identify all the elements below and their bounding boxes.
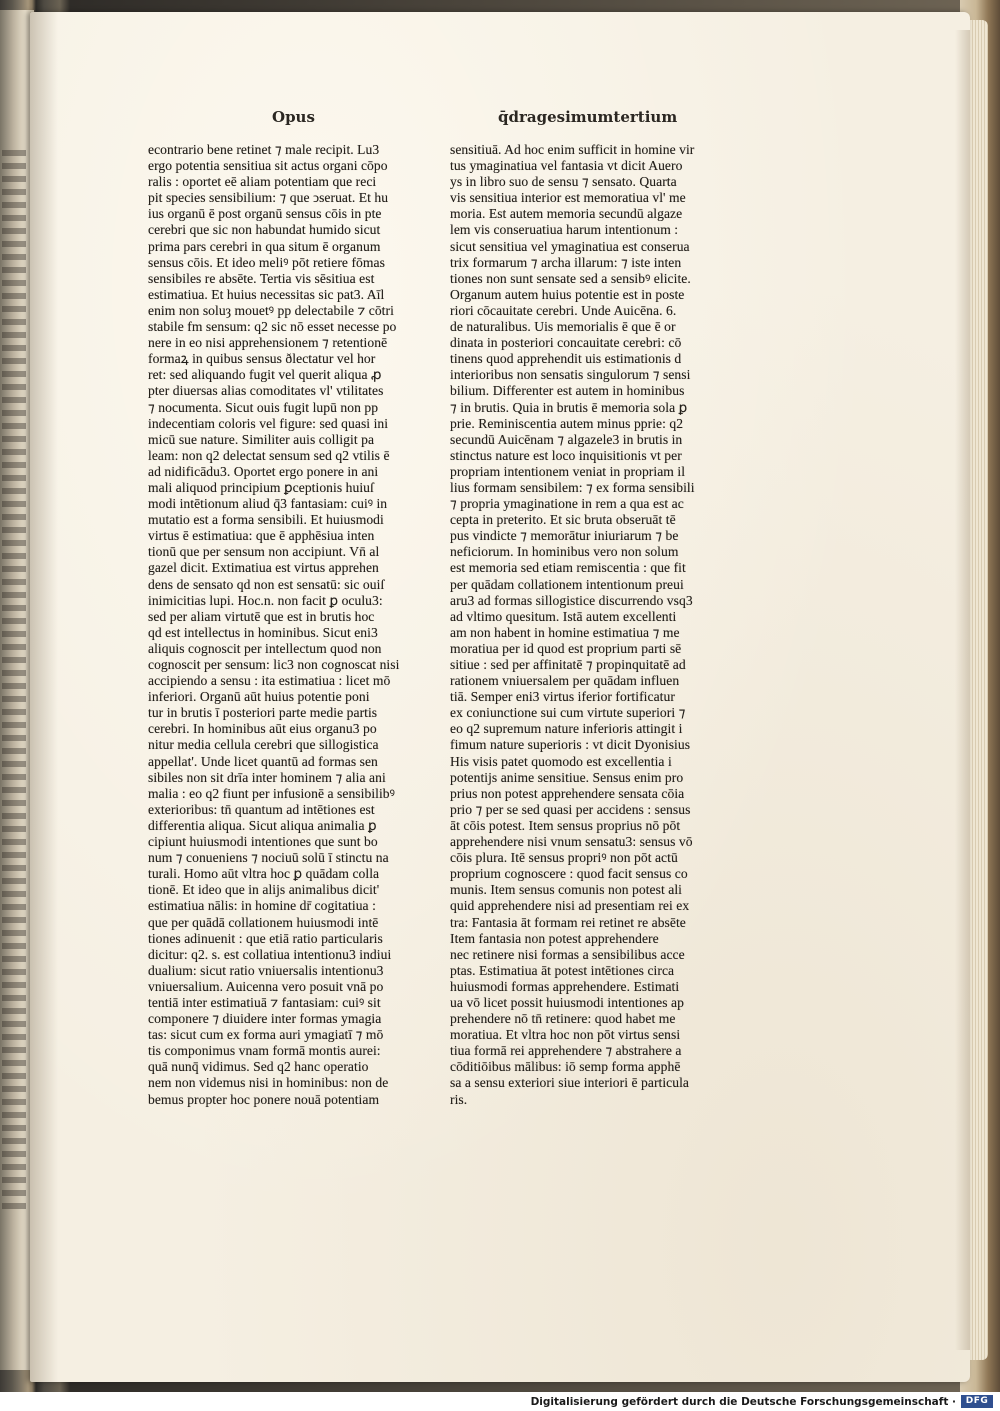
text-line: lem vis conseruatiua harum intentionum : [450, 222, 679, 238]
text-line: turali. Homo aūt vltra hoc ꝑ quādam colla [148, 866, 380, 882]
text-line: tionē. Et ideo que in alijs animalibus dicit' [148, 882, 380, 898]
text-line: ergo potentia sensitiua sit actus organi cōpo [148, 158, 388, 174]
text-line: ad vltimo quesitum. Istā autem excellenti [450, 608, 677, 624]
text-line: ⁊ in brutis. Quia in brutis ē memoria sola ꝑ [450, 399, 688, 415]
text-line: vniuersalium. Auicenna vero posuit vnā po [148, 978, 384, 994]
text-column-right [450, 142, 730, 1108]
text-line: prio ⁊ per se sed quasi per accidens : sensus [450, 801, 691, 817]
text-line: sensibiles re absēte. Tertia vis sēsitiua est [148, 270, 375, 286]
text-line: tra: Fantasia āt formam rei retinet re absēte [450, 914, 686, 930]
text-line: riori cōcauitate cerebri. Unde Auicēna. 6. [450, 302, 677, 318]
dfg-logo: DFG [961, 1395, 993, 1408]
text-line: cipiunt huiusmodi intentiones que sunt bo [148, 834, 378, 850]
text-line: Item fantasia non potest apprehendere [450, 930, 659, 946]
text-line: potentijs anime sensitiue. Sensus enim pro [450, 769, 684, 785]
text-line: fimum nature superioris : vt dicit Dyonisius [450, 737, 691, 753]
text-line: tiones adinuenit : que etiā ratio particularis [148, 930, 383, 946]
text-line: tus ymaginatiua vel fantasia vt dicit Auero [450, 158, 683, 174]
text-line: tis componimus vnam formā montis aurei: [148, 1043, 381, 1059]
text-line: cōis plura. Itē sensus propriꝰ non pōt actū [450, 850, 678, 866]
text-line: ⁊ propria ymaginatione in rem a qua est ac [450, 496, 684, 512]
text-line: moria. Est autem memoria secundū algaze [450, 206, 683, 222]
text-line: prehendere nō tn̄ retinere: quod habet me [450, 1011, 676, 1027]
text-line: modi intētionum aliud q̄3 fantasiam: cuiꝰ in [148, 496, 388, 512]
text-line: ralis : oportet eē aliam potentiam que reci [148, 174, 377, 190]
text-line: trix formarum ⁊ archa illarum: ⁊ iste inten [450, 254, 682, 270]
text-line: sibiles non sit drīa inter hominem ⁊ alia ani [148, 769, 386, 785]
text-line: pit species sensibilium: ⁊ que ↄseruat. Et hu [148, 190, 389, 206]
text-line: moratiua. Et vltra hoc non pōt virtus sensi [450, 1027, 681, 1043]
text-line: interioribus non sensatis singulorum ⁊ sensi [450, 367, 691, 383]
text-line: nere in eo nisi apprehensionem ⁊ retentionē [148, 335, 388, 351]
text-line: nitur media cellula cerebri que sillogistica [148, 737, 379, 753]
text-line: de naturalibus. Uis memorialis ē que ē or [450, 319, 676, 335]
text-line: vis sensitiua interior est memoratiua vl' me [450, 190, 686, 206]
text-line: tentiā inter estimatiuā ⁊ fantasiam: cuiꝰ sit [148, 994, 381, 1010]
text-line: pter diuersas alias comoditates vl' vtilitates [148, 383, 384, 399]
text-line: His visis patet quomodo est excellentia i [450, 753, 672, 769]
text-line: dinata in posteriori concauitate cerebri: cō [450, 335, 682, 351]
text-line: econtrario bene retinet ⁊ male recipit. Lu3 [148, 142, 380, 157]
text-line: eo q2 supremum nature inferioris attingit i [450, 721, 683, 737]
text-line: ptas. Estimatiua āt potest intētiones circa [450, 962, 675, 978]
gutter-shadow [30, 12, 58, 1382]
text-line: tas: sicut cum ex forma auri ymagiatī ⁊ mō [148, 1027, 384, 1043]
text-line: inferiori. Organū aūt huius potentie poni [148, 689, 370, 705]
text-line: ris. [450, 1091, 468, 1107]
text-line: moratiua per id quod est proprium parti sē [450, 640, 682, 656]
text-line: mutatio est a forma sensibili. Et huiusmodi [148, 512, 384, 528]
text-line: ys in libro suo de sensu ⁊ sensato. Quarta [450, 174, 677, 190]
text-line: exterioribus: tn̄ quantum ad intētiones est [148, 801, 375, 817]
text-line: nec retinere nisi formas a sensibilibus acce [450, 946, 685, 962]
text-line: sitiue : sed per affinitatē ⁊ propinquitatē ad [450, 657, 686, 672]
text-line: estimatiua nālis: in homine dr̄ cogitatiua : [148, 898, 376, 914]
text-line: sensus cōis. Et ideo meliꝰ pōt retiere fōmas [148, 254, 385, 270]
text-line: secundū Auicēnam ⁊ algazele3 in brutis in [450, 431, 683, 447]
text-line: aliquis cognoscit per intellectum quod non [148, 640, 382, 656]
text-line: tiā. Semper eni3 virtus iferior fortificatur [450, 689, 675, 705]
text-line: ius organū ē post organū sensus cōis in pte [148, 206, 382, 222]
text-line: rationem vniuersalem per quādam influen [450, 673, 680, 689]
running-head-right: q̄dragesimumtertium [498, 108, 678, 126]
text-line: sicut sensitiua vel ymaginatiua est conserua [450, 238, 690, 254]
text-line: virtus ē estimatiua: que ē apphēsiua inten [148, 528, 375, 544]
text-line: cepta in preterito. Et sic bruta obseruāt tē [450, 512, 676, 528]
text-line: cognoscit per sensum: lic3 non cognoscat nisi [148, 657, 400, 672]
text-line: Organum autem huius potentie est in poste [450, 286, 685, 302]
text-line: apprehendere nisi vnum sensatu3: sensus vō [450, 834, 693, 850]
text-line: sa a sensu exteriori siue interiori ē particula [450, 1075, 690, 1091]
text-line: micū sue nature. Similiter auis colligit pa [148, 431, 375, 447]
previous-page-edge [0, 10, 34, 1370]
text-line: stabile fm sensum: q2 sic nō esset necesse po [148, 319, 397, 335]
text-line: ret: sed aliquando fugit vel querit aliqua ꝓ [148, 367, 382, 383]
text-line: componere ⁊ diuidere inter formas ymagia [148, 1011, 382, 1027]
text-line: num ⁊ conueniens ⁊ nociuū solū ī stinctu na [148, 850, 389, 866]
text-line: cerebri. In hominibus aūt eius organu3 po [148, 721, 377, 737]
text-line: neficiorum. In hominibus vero non solum [450, 544, 679, 560]
text-line: tinens quod apprehendit uis estimationis d [450, 351, 682, 367]
text-line: mali aliquod principium ꝑceptionis huiuſ [148, 479, 374, 495]
text-line: que per quādā collationem huiusmodi intē [148, 914, 379, 930]
text-line: munis. Item sensus comunis non potest ali [450, 882, 682, 898]
text-line: inimicitias lupi. Hoc.n. non facit ꝑ oculu3: [148, 592, 383, 608]
text-line: stinctus nature est loco inquisitionis vt per [450, 447, 682, 463]
text-line: estimatiua. Et huius necessitas sic pat3. Aīl [148, 286, 385, 302]
running-head-left: Opus [272, 108, 315, 126]
text-line: differentia aliqua. Sicut aliqua animalia ꝑ [148, 817, 377, 833]
funding-credit: Digitalisierung gefördert durch die Deutsche Forschungsgemeinschaft · [530, 1396, 956, 1408]
text-line: dualium: sicut ratio vniuersalis intentionu3 [148, 962, 384, 978]
text-line: huiusmodi formas apprehendere. Estimati [450, 978, 680, 994]
text-line: malia : eo q2 fiunt per infusionē a sensibilibꝰ [148, 785, 395, 801]
text-line: prima pars cerebri in qua situm ē organum [148, 238, 381, 254]
text-line: leam: non q2 delectat sensum sed q2 vtilis ē [148, 447, 390, 463]
page-right-edge-shading [955, 30, 970, 1350]
text-line: pus vindicte ⁊ memorātur iniuriarum ⁊ be [450, 528, 679, 544]
text-line: sensitiuā. Ad hoc enim sufficit in homine vir [450, 142, 695, 157]
text-line: dens de sensato qd non est sensatū: sic ouiſ [148, 576, 385, 592]
text-line: indecentiam coloris vel figure: sed quasi ini [148, 415, 389, 431]
text-line: dicitur: q2. s. est collatiua intentionu3 indiui [148, 946, 392, 962]
text-line: gazel dicit. Extimatiua est virtus apprehen [148, 560, 379, 576]
text-line: quā nunq̄ vidimus. Sed q2 hanc operatio [148, 1059, 369, 1075]
text-line: bemus propter hoc ponere nouā potentiam [148, 1091, 380, 1107]
text-line: ad nidificādu3. Oportet ergo ponere in ani [148, 463, 379, 479]
text-line: qd est intellectus in hominibus. Sicut eni3 [148, 624, 378, 640]
text-line: nem non videmus nisi in hominibus: non de [148, 1075, 389, 1091]
text-line: est memoria sed etiam remiscentia : que fit [450, 560, 686, 576]
text-line: ⁊ nocumenta. Sicut ouis fugit lupū non pp [148, 399, 379, 415]
text-line: appellat'. Unde licet quantū ad formas sen [148, 753, 378, 769]
text-line: aru3 ad formas sillogistice discurrendo vsq3 [450, 592, 693, 608]
text-line: accipiendo a sensu : ita estimatiua : licet mō [148, 673, 391, 689]
text-line: prie. Reminiscentia autem minus pprie: q2 [450, 415, 684, 431]
text-line: per quādam collationem intentionum preui [450, 576, 684, 592]
text-line: tur in brutis ī posteriori parte medie partis [148, 705, 378, 721]
text-line: tionū que per sensum non accipiunt. Vn̄ al [148, 544, 380, 560]
text-line: bilium. Differenter est autem in hominibus [450, 383, 685, 399]
text-column-left [148, 142, 420, 1108]
text-line: propriam intentionem veniat in propriam il [450, 463, 686, 479]
text-line: lius formam sensibilem: ⁊ ex forma sensibili [450, 479, 695, 495]
previous-page-text-fragment [2, 150, 26, 1210]
text-line: proprium cognoscere : quod facit sensus co [450, 866, 688, 882]
text-line: ex coniunctione sui cum virtute superiori ⁊ [450, 705, 686, 721]
text-line: enim non soluȝ mouetꝰ pp delectabile ⁊ cōtri [148, 302, 394, 318]
text-line: cōditiōibus mālibus: iō semp forma apphē [450, 1059, 681, 1075]
text-line: ua vō licet possit huiusmodi intentiones ap [450, 994, 684, 1010]
text-line: formaꝝ in quibus sensus ðlectatur vel hor [148, 351, 376, 367]
text-line: quid apprehendere nisi ad presentiam rei ex [450, 898, 690, 914]
text-line: sed per aliam virtutē que est in brutis hoc [148, 608, 375, 624]
text-line: prius non potest apprehendere sensata cōia [450, 785, 685, 801]
text-line: tiua formā rei apprehendere ⁊ abstrahere a [450, 1043, 682, 1059]
text-line: tiones non sunt sensate sed a sensibꝰ elicite. [450, 270, 691, 286]
text-line: am non habent in homine estimatiua ⁊ me [450, 624, 680, 640]
text-line: cerebri que sic non habundat humido sicut [148, 222, 381, 238]
text-line: āt cōis potest. Item sensus proprius nō pōt [450, 817, 681, 833]
